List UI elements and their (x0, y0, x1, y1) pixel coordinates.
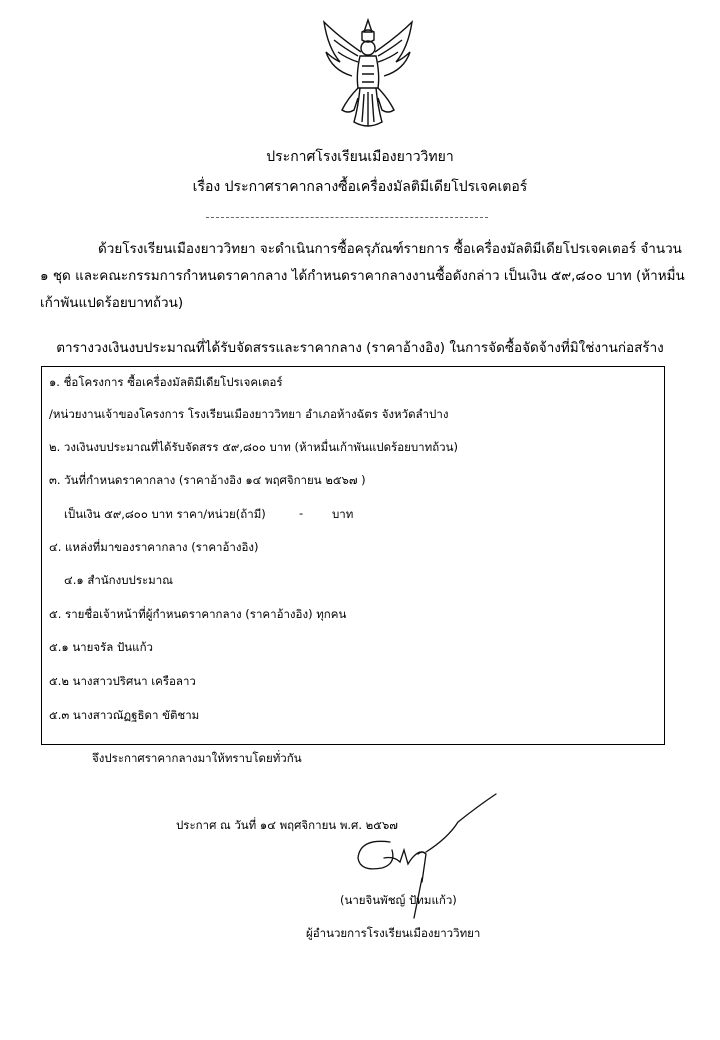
announcement-subject: เรื่อง ประกาศราคากลางซื้อเครื่องมัลติมีเดียโปรเจคเตอร์ (192, 179, 528, 195)
item-5-2: ๕.๒ นางสาวปริศนา เครือลาว (49, 674, 196, 688)
garuda-emblem-icon (318, 18, 418, 130)
body-paragraph: ด้วยโรงเรียนเมืองยาววิทยา จะดำเนินการซื้อครุภัณฑ์รายการ ซื้อเครื่องมัลติมีเดียโปรเจคเตอร์ จำนวน ๑ ชุด และคณะกรรมการกำหนดราคากลาง ได้กำหนดราคากลางงานซื้อดังกล่าว เป็นเงิน ๕๙,๘๐๐ บาท (ห้าหมื่นเก้าพันแปดร้อยบาทถ้วน) (40, 241, 685, 311)
item-3-dash: - (299, 506, 304, 520)
announcement-heading: ประกาศโรงเรียนเมืองยาววิทยา (266, 149, 454, 165)
item-3-unit: บาท (332, 507, 354, 521)
item-5-1: ๕.๑ นายจรัล ปันแก้ว (49, 640, 153, 654)
item-4-1: ๔.๑ สำนักงบประมาณ (64, 573, 173, 587)
item-5-3: ๕.๓ นางสาวณัฏฐธิดา ขัติชาม (49, 708, 200, 722)
item-1-project-name: ๑. ชื่อโครงการ ซื้อเครื่องมัลติมีเดียโปรเจคเตอร์ (49, 375, 283, 389)
signer-position: ผู้อำนวยการโรงเรียนเมืองยาววิทยา (306, 926, 481, 940)
divider (206, 217, 488, 218)
announce-date: ประกาศ ณ วันที่ ๑๔ พฤศจิกายน พ.ศ. ๒๕๖๗ (176, 818, 398, 832)
table-title: ตารางวงเงินงบประมาณที่ได้รับจัดสรรและราคากลาง (ราคาอ้างอิง) ในการจัดซื้อจัดจ้างที่มิใช่งานก่อสร้าง (56, 340, 664, 356)
closing-notice: จึงประกาศราคากลางมาให้ทราบโดยทั่วกัน (92, 751, 302, 765)
item-5-officials: ๕. รายชื่อเจ้าหน้าที่ผู้กำหนดราคากลาง (ราคาอ้างอิง) ทุกคน (49, 607, 347, 621)
signer-name: (นายจินพัชญ์ ปัทมแก้ว) (340, 893, 457, 907)
item-1-agency: /หน่วยงานเจ้าของโครงการ โรงเรียนเมืองยาววิทยา อำเภอห้างฉัตร จังหวัดลำปาง (49, 407, 449, 421)
item-2-budget: ๒. วงเงินงบประมาณที่ได้รับจัดสรร ๕๙,๘๐๐ บาท (ห้าหมื่นเก้าพันแปดร้อยบาทถ้วน) (49, 440, 458, 454)
details-box (41, 366, 665, 745)
item-3-amount: เป็นเงิน ๕๙,๘๐๐ บาท ราคา/หน่วย(ถ้ามี) (64, 507, 266, 521)
item-3-date: ๓. วันที่กำหนดราคากลาง (ราคาอ้างอิง ๑๔ พฤศจิกายน ๒๕๖๗ ) (49, 473, 366, 487)
item-4-price-source: ๔. แหล่งที่มาของราคากลาง (ราคาอ้างอิง) (49, 540, 259, 554)
